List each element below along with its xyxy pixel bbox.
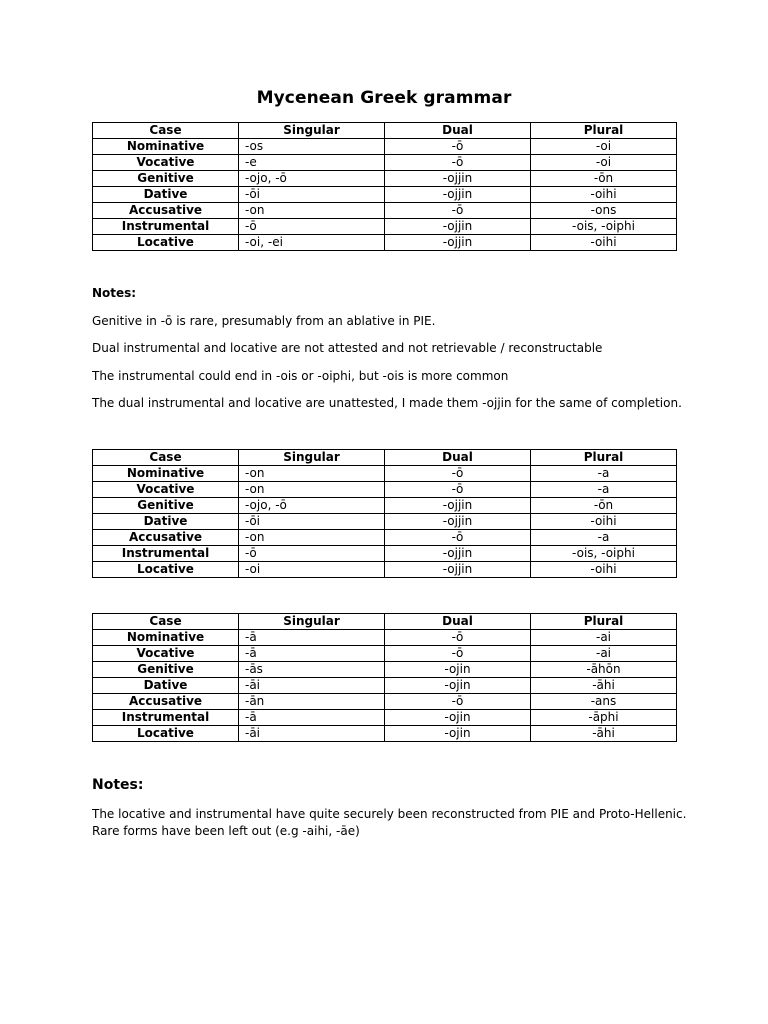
dual-cell: -ō [385,630,531,646]
table-row [93,662,677,678]
dual-cell: -ojjin [385,514,531,530]
case-cell: Nominative [93,630,239,646]
plural-cell: -āphi [531,710,677,726]
dual-cell: -ojjin [385,235,531,251]
dual-cell: -ojjin [385,171,531,187]
table-row [93,546,677,562]
plural-cell: -a [531,530,677,546]
header-singular: Singular [239,123,385,139]
dual-cell: -ojin [385,710,531,726]
table-row [93,514,677,530]
singular-cell: -os [239,139,385,155]
dual-cell: -ō [385,466,531,482]
dual-cell: -ojin [385,662,531,678]
table-row [93,155,677,171]
header-plural: Plural [531,123,677,139]
notes-heading: Notes: [92,777,144,793]
declension-table-2 [92,449,677,578]
singular-cell: -on [239,203,385,219]
case-cell: Dative [93,514,239,530]
declension-table-3 [92,613,677,742]
note-line: Genitive in -ō is rare, presumably from an ablative in PIE. [92,314,436,328]
case-cell: Accusative [93,203,239,219]
plural-cell: -ōn [531,498,677,514]
case-cell: Genitive [93,171,239,187]
case-cell: Locative [93,726,239,742]
table-header-row [93,123,677,139]
table-row [93,530,677,546]
plural-cell: -āhi [531,726,677,742]
case-cell: Locative [93,235,239,251]
table-row [93,562,677,578]
singular-cell: -on [239,482,385,498]
dual-cell: -ojin [385,726,531,742]
case-cell: Genitive [93,662,239,678]
dual-cell: -ojjin [385,498,531,514]
table-row [93,646,677,662]
page-title: Mycenean Greek grammar [256,88,512,108]
singular-cell: -on [239,466,385,482]
singular-cell: -ōi [239,187,385,203]
dual-cell: -ō [385,646,531,662]
dual-cell: -ō [385,155,531,171]
plural-cell: -ōn [531,171,677,187]
plural-cell: -oihi [531,235,677,251]
case-cell: Nominative [93,466,239,482]
plural-cell: -a [531,482,677,498]
plural-cell: -ons [531,203,677,219]
plural-cell: -āhōn [531,662,677,678]
case-cell: Dative [93,187,239,203]
plural-cell: -āhi [531,678,677,694]
singular-cell: -ā [239,710,385,726]
singular-cell: -oi [239,562,385,578]
plural-cell: -a [531,466,677,482]
declension-table-1 [92,122,677,251]
notes-heading: Notes: [92,286,137,300]
plural-cell: -oi [531,139,677,155]
table-row [93,694,677,710]
table-row [93,139,677,155]
plural-cell: -ai [531,646,677,662]
singular-cell: -ō [239,219,385,235]
case-cell: Accusative [93,694,239,710]
singular-cell: -e [239,155,385,171]
dual-cell: -ojjin [385,219,531,235]
note-line: The locative and instrumental have quite securely been reconstructed from PIE and Proto-Hellenic. [92,807,687,821]
singular-cell: -āi [239,678,385,694]
header-case: Case [93,614,239,630]
header-singular: Singular [239,450,385,466]
plural-cell: -ai [531,630,677,646]
note-line: Rare forms have been left out (e.g -aihi, -āe) [92,824,360,838]
case-cell: Vocative [93,646,239,662]
table-row [93,171,677,187]
header-plural: Plural [531,450,677,466]
plural-cell: -ois, -oiphi [531,219,677,235]
table-row [93,219,677,235]
singular-cell: -ān [239,694,385,710]
case-cell: Accusative [93,530,239,546]
plural-cell: -oi [531,155,677,171]
plural-cell: -ans [531,694,677,710]
singular-cell: -ojo, -ō [239,171,385,187]
case-cell: Vocative [93,155,239,171]
table-row [93,498,677,514]
table-header-row [93,614,677,630]
case-cell: Nominative [93,139,239,155]
dual-cell: -ō [385,203,531,219]
singular-cell: -ās [239,662,385,678]
singular-cell: -oi, -ei [239,235,385,251]
dual-cell: -ojjin [385,546,531,562]
dual-cell: -ō [385,482,531,498]
singular-cell: -on [239,530,385,546]
header-dual: Dual [385,123,531,139]
header-dual: Dual [385,450,531,466]
dual-cell: -ō [385,139,531,155]
table-row [93,710,677,726]
case-cell: Instrumental [93,710,239,726]
singular-cell: -ojo, -ō [239,498,385,514]
plural-cell: -oihi [531,514,677,530]
header-dual: Dual [385,614,531,630]
case-cell: Vocative [93,482,239,498]
table-row [93,203,677,219]
dual-cell: -ō [385,530,531,546]
singular-cell: -āi [239,726,385,742]
header-plural: Plural [531,614,677,630]
note-line: The instrumental could end in -ois or -oiphi, but -ois is more common [92,369,509,383]
case-cell: Locative [93,562,239,578]
header-case: Case [93,123,239,139]
plural-cell: -ois, -oiphi [531,546,677,562]
plural-cell: -oihi [531,562,677,578]
case-cell: Instrumental [93,546,239,562]
note-line: Dual instrumental and locative are not attested and not retrievable / reconstructable [92,341,603,355]
table-row [93,466,677,482]
singular-cell: -ōi [239,514,385,530]
header-case: Case [93,450,239,466]
table-row [93,630,677,646]
table-row [93,235,677,251]
table-row [93,726,677,742]
plural-cell: -oihi [531,187,677,203]
note-line: The dual instrumental and locative are unattested, I made them -ojjin for the same of completion. [92,396,682,410]
singular-cell: -ā [239,646,385,662]
case-cell: Instrumental [93,219,239,235]
table-row [93,678,677,694]
case-cell: Genitive [93,498,239,514]
dual-cell: -ojjin [385,187,531,203]
dual-cell: -ojjin [385,562,531,578]
dual-cell: -ojin [385,678,531,694]
table-header-row [93,450,677,466]
case-cell: Dative [93,678,239,694]
singular-cell: -ā [239,630,385,646]
table-row [93,482,677,498]
singular-cell: -ō [239,546,385,562]
header-singular: Singular [239,614,385,630]
table-row [93,187,677,203]
dual-cell: -ō [385,694,531,710]
